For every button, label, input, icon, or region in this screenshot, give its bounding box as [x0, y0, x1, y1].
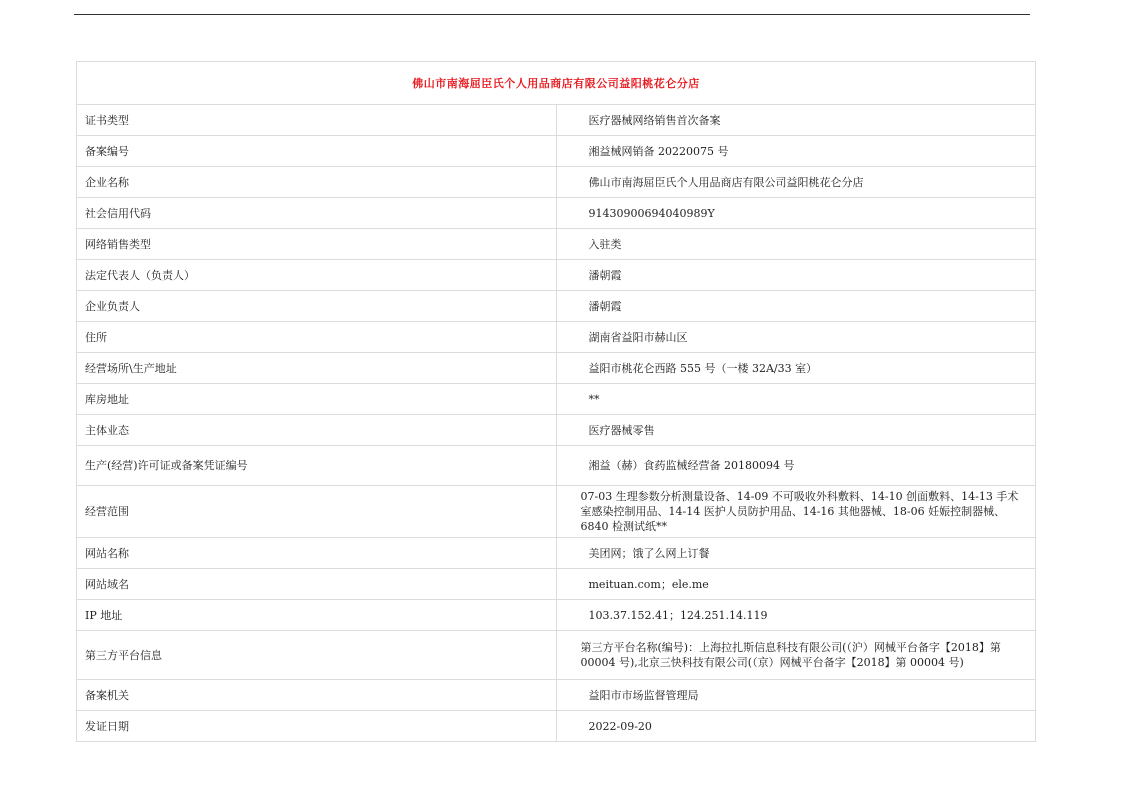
row-website-name — [77, 538, 1036, 569]
value-business-format: 医疗器械零售 — [556, 415, 1036, 446]
value-website-domain: meituan.com；ele.me — [556, 569, 1036, 600]
label-residence: 住所 — [77, 322, 557, 353]
label-warehouse-address: 库房地址 — [77, 384, 557, 415]
label-business-address: 经营场所\生产地址 — [77, 353, 557, 384]
value-license-number: 湘益（赫）食药监械经营备 20180094 号 — [556, 446, 1036, 486]
title-row — [77, 62, 1036, 105]
value-ip-address: 103.37.152.41；124.251.14.119 — [556, 600, 1036, 631]
label-company-head: 企业负责人 — [77, 291, 557, 322]
label-website-domain: 网站域名 — [77, 569, 557, 600]
row-license-number — [77, 446, 1036, 486]
row-legal-representative — [77, 260, 1036, 291]
label-business-scope: 经营范围 — [77, 486, 557, 538]
row-issue-date — [77, 711, 1036, 742]
row-third-party-platform — [77, 631, 1036, 680]
label-website-name: 网站名称 — [77, 538, 557, 569]
row-business-scope — [77, 486, 1036, 538]
label-filing-authority: 备案机关 — [77, 680, 557, 711]
row-certificate-type — [77, 105, 1036, 136]
value-residence: 湖南省益阳市赫山区 — [556, 322, 1036, 353]
label-company-name: 企业名称 — [77, 167, 557, 198]
label-third-party-platform: 第三方平台信息 — [77, 631, 557, 680]
value-business-scope: 07-03 生理参数分析测量设备、14-09 不可吸收外科敷料、14-10 创面敷料、14-13 手术室感染控制用品、14-14 医护人员防护用品、14-16 其他器械、18-06 妊娠控制器械、6840 检测试纸** — [556, 486, 1036, 538]
label-certificate-type: 证书类型 — [77, 105, 557, 136]
row-business-address — [77, 353, 1036, 384]
label-filing-number: 备案编号 — [77, 136, 557, 167]
row-credit-code — [77, 198, 1036, 229]
value-warehouse-address: ** — [556, 384, 1036, 415]
label-legal-representative: 法定代表人（负责人） — [77, 260, 557, 291]
label-license-number: 生产(经营)许可证或备案凭证编号 — [77, 446, 557, 486]
value-filing-number: 湘益械网销备 20220075 号 — [556, 136, 1036, 167]
value-company-head: 潘朝霞 — [556, 291, 1036, 322]
row-residence — [77, 322, 1036, 353]
row-business-format — [77, 415, 1036, 446]
value-business-address: 益阳市桃花仑西路 555 号（一楼 32A/33 室） — [556, 353, 1036, 384]
label-ip-address: IP 地址 — [77, 600, 557, 631]
value-company-name: 佛山市南海屈臣氏个人用品商店有限公司益阳桃花仑分店 — [556, 167, 1036, 198]
label-credit-code: 社会信用代码 — [77, 198, 557, 229]
row-company-head — [77, 291, 1036, 322]
value-issue-date: 2022-09-20 — [556, 711, 1036, 742]
row-website-domain — [77, 569, 1036, 600]
top-rule — [74, 14, 1030, 15]
label-business-format: 主体业态 — [77, 415, 557, 446]
value-website-name: 美团网；饿了么网上订餐 — [556, 538, 1036, 569]
certificate-table — [76, 61, 1036, 742]
value-filing-authority: 益阳市市场监督管理局 — [556, 680, 1036, 711]
row-company-name — [77, 167, 1036, 198]
value-legal-representative: 潘朝霞 — [556, 260, 1036, 291]
row-filing-number — [77, 136, 1036, 167]
value-sales-type: 入驻类 — [556, 229, 1036, 260]
label-sales-type: 网络销售类型 — [77, 229, 557, 260]
row-sales-type — [77, 229, 1036, 260]
company-title: 佛山市南海屈臣氏个人用品商店有限公司益阳桃花仑分店 — [77, 62, 1036, 105]
row-ip-address — [77, 600, 1036, 631]
row-warehouse-address — [77, 384, 1036, 415]
label-issue-date: 发证日期 — [77, 711, 557, 742]
value-credit-code: 91430900694040989Y — [556, 198, 1036, 229]
row-filing-authority — [77, 680, 1036, 711]
value-certificate-type: 医疗器械网络销售首次备案 — [556, 105, 1036, 136]
value-third-party-platform: 第三方平台名称(编号)：上海拉扎斯信息科技有限公司(（沪）网械平台备字【2018】第 00004 号),北京三快科技有限公司(（京）网械平台备字【2018】第 00004 号) — [556, 631, 1036, 680]
